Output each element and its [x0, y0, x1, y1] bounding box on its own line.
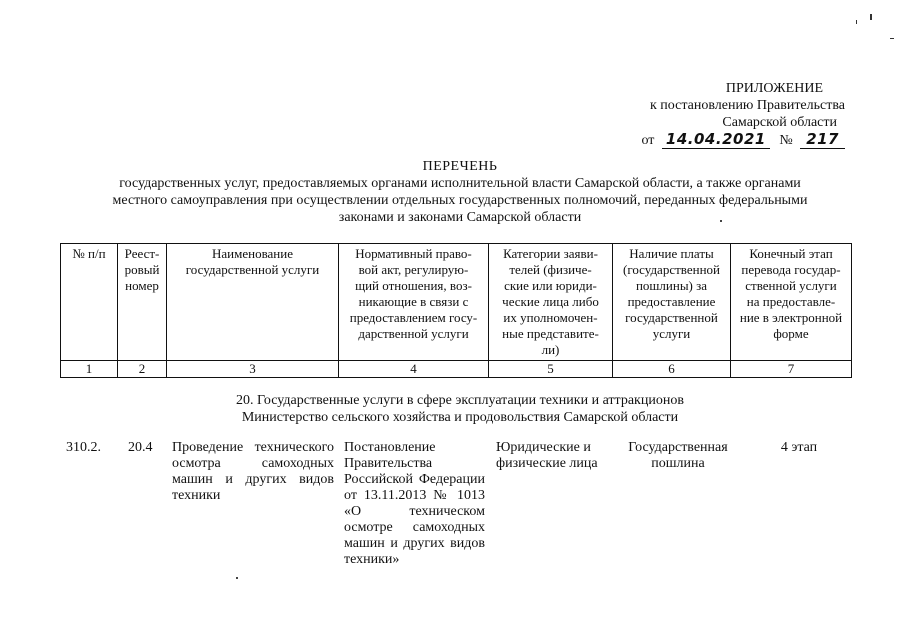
header-text-line: ские или юриди-	[504, 278, 597, 293]
header-text-line: Наличие платы	[629, 246, 714, 261]
scan-mark	[870, 14, 872, 20]
section-heading	[60, 392, 860, 426]
scan-speck	[236, 577, 238, 579]
scan-mark	[856, 20, 857, 24]
column-number-4: 4	[339, 361, 489, 378]
header-text-line: Нормативный право-	[355, 246, 472, 261]
header-text-line: Реест-	[124, 246, 160, 261]
header-text-line: телей (физиче-	[509, 262, 592, 277]
column-header-7	[731, 244, 852, 361]
heading-line-3: законами и законами Самарской области	[338, 210, 582, 225]
column-number-6: 6	[613, 361, 731, 378]
header-text-line: никающие в связи с	[358, 294, 469, 309]
header-text-line: ные представите-	[502, 326, 599, 341]
header-text-line: щий отношения, воз-	[355, 278, 472, 293]
column-number-row	[61, 361, 852, 378]
table-header-row	[61, 244, 852, 361]
column-number-1: 1	[61, 361, 118, 378]
header-text-line: предоставление	[627, 294, 716, 309]
column-number-5: 5	[489, 361, 613, 378]
appendix-line-2: Самарской области	[722, 115, 837, 130]
services-table	[60, 243, 852, 378]
header-text-line: услуги	[652, 326, 691, 341]
header-text-line: предоставлением госу-	[349, 310, 478, 325]
header-text-line: форме	[773, 326, 809, 341]
header-text-line: их уполномочен-	[503, 310, 598, 325]
header-text-line: № п/п	[72, 246, 106, 261]
header-text-line: вой акт, регулирую-	[358, 262, 469, 277]
header-text-line: номер	[125, 278, 159, 293]
header-text-line: дарственной услуги	[358, 326, 469, 341]
column-header-6	[613, 244, 731, 361]
header-text-line: перевода государ-	[741, 262, 841, 277]
handwritten-number: 217	[800, 131, 845, 149]
column-header-5	[489, 244, 613, 361]
heading-line-2: местного самоуправления при осуществлении отдельных государственных полномочий, переданных федеральными	[112, 193, 808, 208]
heading-title: ПЕРЕЧЕНЬ	[422, 159, 498, 174]
scan-mark	[890, 38, 894, 39]
header-text-line: ственной услуги	[745, 278, 837, 293]
column-header-2	[118, 244, 167, 361]
section-title: 20. Государственные услуги в сфере эксплуатации техники и аттракционов	[236, 393, 684, 408]
header-text-line: Категории заяви-	[503, 246, 598, 261]
appendix-title: ПРИЛОЖЕНИЕ	[725, 81, 823, 96]
header-text-line: Конечный этап	[749, 246, 833, 261]
header-text-line: (государственной	[623, 262, 720, 277]
header-text-line: пошлины) за	[635, 278, 708, 293]
column-header-4	[339, 244, 489, 361]
row-applicants: Юридические и физические лица	[496, 440, 598, 471]
header-text-line: Наименование	[212, 246, 293, 261]
handwritten-date: 14.04.2021	[662, 131, 770, 149]
row-stage: 4 этап	[780, 440, 818, 455]
header-text-line: ческие лица либо	[502, 294, 599, 309]
from-label: от	[641, 133, 655, 148]
row-service-name: Проведение технического осмотра самоходных машин и других видов техники	[172, 440, 334, 503]
header-text-line: ровый	[124, 262, 160, 277]
header-text-line: ли)	[541, 342, 560, 357]
header-text-line: ние в электронной	[739, 310, 843, 325]
appendix-line-1: к постановлению Правительства	[649, 98, 845, 113]
header-text-line: государственной услуги	[185, 262, 320, 277]
row-registry: 20.4	[128, 440, 153, 455]
column-number-2: 2	[118, 361, 167, 378]
row-number: 310.2.	[66, 440, 101, 455]
row-legal-act: Постановление Правительства Российской Федерации от 13.11.2013 № 1013 «О техническом осмотре самоходных машин и других видов техники»	[344, 440, 485, 567]
scan-speck	[720, 220, 722, 222]
document-heading	[60, 158, 860, 226]
number-label: №	[779, 133, 793, 148]
header-text-line: на предоставле-	[746, 294, 836, 309]
column-header-1	[61, 244, 118, 361]
heading-line-1: государственных услуг, предоставляемых органами исполнительной власти Самарской области, а также органами	[119, 176, 801, 191]
appendix-date-line	[585, 131, 845, 149]
column-number-3: 3	[167, 361, 339, 378]
header-text-line: государственной	[625, 310, 718, 325]
row-fee: Государственная пошлина	[628, 440, 728, 471]
column-number-7: 7	[731, 361, 852, 378]
appendix-block	[585, 80, 845, 149]
column-header-3	[167, 244, 339, 361]
section-ministry: Министерство сельского хозяйства и продовольствия Самарской области	[241, 410, 679, 425]
